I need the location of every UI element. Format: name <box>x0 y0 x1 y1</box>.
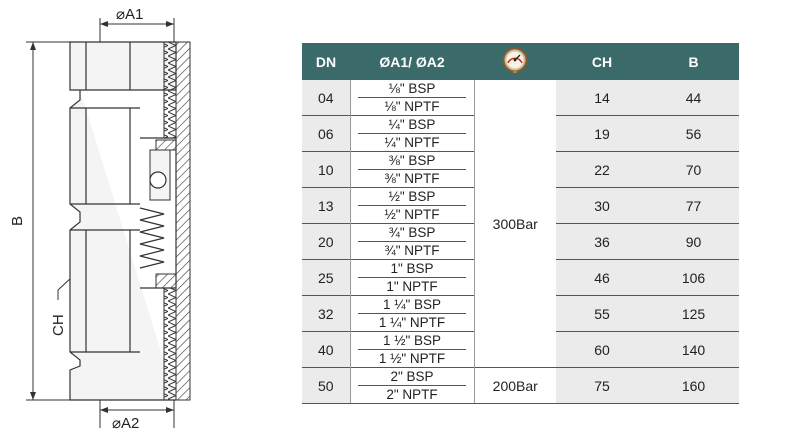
dim-b-label: B <box>9 215 26 226</box>
table-row <box>302 368 739 404</box>
cell-thread <box>350 332 474 368</box>
thread-bsp: 1 ¼" BSP <box>382 296 442 312</box>
thread-bsp: 2" BSP <box>390 368 434 384</box>
cell-ch: 60 <box>556 332 648 368</box>
cell-ch: 19 <box>556 116 648 152</box>
thread-bsp: ⅛" BSP <box>388 80 436 96</box>
header-b: B <box>688 53 699 70</box>
thread-bsp: 1" BSP <box>390 260 434 276</box>
cell-thread <box>350 80 474 116</box>
cell-ch: 30 <box>556 188 648 224</box>
valve-body <box>70 42 176 400</box>
cell-ch: 55 <box>556 296 648 332</box>
cell-thread <box>350 368 474 404</box>
thread-divider <box>358 277 466 278</box>
thread-divider <box>358 97 466 98</box>
cell-b: 70 <box>648 152 739 188</box>
header-dn: DN <box>315 53 337 70</box>
thread-bsp: ½" BSP <box>388 188 436 204</box>
cell-dn: 40 <box>302 332 350 368</box>
cell-dn: 13 <box>302 188 350 224</box>
thread-nptf: 1 ½" NPTF <box>378 350 446 366</box>
cell-ch: 46 <box>556 260 648 296</box>
cell-dn: 06 <box>302 116 350 152</box>
header-a1-a2: ØA1/ ØA2 <box>379 53 445 70</box>
dim-ch-label: CH <box>50 314 67 336</box>
cell-b: 90 <box>648 224 739 260</box>
cell-thread <box>350 260 474 296</box>
cell-b: 56 <box>648 116 739 152</box>
dim-a1-label: ⌀A1 <box>116 6 144 23</box>
spec-table <box>302 43 739 404</box>
cell-dn: 32 <box>302 296 350 332</box>
cell-b: 44 <box>648 80 739 116</box>
thread-nptf: ¾" NPTF <box>384 242 440 258</box>
cell-dn: 20 <box>302 224 350 260</box>
cell-pressure-main: 300Bar <box>474 80 556 368</box>
pressure-gauge-icon <box>502 47 528 76</box>
cell-b: 77 <box>648 188 739 224</box>
thread-divider <box>358 205 466 206</box>
thread-bsp: ¼" BSP <box>388 116 436 132</box>
thread-nptf: ¼" NPTF <box>384 134 440 150</box>
header-pressure <box>474 43 556 80</box>
thread-bsp: ⅜" BSP <box>388 152 436 168</box>
cell-dn: 10 <box>302 152 350 188</box>
cell-b: 160 <box>648 368 739 404</box>
cell-dn: 04 <box>302 80 350 116</box>
thread-nptf: ⅜" NPTF <box>384 170 440 186</box>
table-row <box>302 80 739 116</box>
thread-bsp: 1 ½" BSP <box>382 332 442 348</box>
cell-ch: 75 <box>556 368 648 404</box>
cell-dn: 25 <box>302 260 350 296</box>
dimension-b <box>9 42 70 400</box>
dimension-a1 <box>100 6 174 42</box>
cell-thread <box>350 188 474 224</box>
cell-ch: 14 <box>556 80 648 116</box>
thread-nptf: ½" NPTF <box>384 206 440 222</box>
thread-divider <box>358 169 466 170</box>
thread-nptf: ⅛" NPTF <box>384 98 440 114</box>
cell-b: 125 <box>648 296 739 332</box>
thread-bsp: ¾" BSP <box>388 224 436 240</box>
cell-ch: 22 <box>556 152 648 188</box>
dim-a2-label: ⌀A2 <box>112 415 140 432</box>
cell-thread <box>350 296 474 332</box>
cell-b: 106 <box>648 260 739 296</box>
thread-divider <box>358 241 466 242</box>
cell-thread <box>350 152 474 188</box>
cell-pressure-last: 200Bar <box>474 368 556 404</box>
spec-table-body <box>302 80 739 404</box>
cell-dn: 50 <box>302 368 350 404</box>
thread-divider <box>358 133 466 134</box>
cell-ch: 36 <box>556 224 648 260</box>
dimension-a2 <box>100 400 174 432</box>
valve-section-drawing <box>0 0 290 444</box>
thread-nptf: 1" NPTF <box>386 278 438 294</box>
thread-divider <box>358 385 466 386</box>
thread-nptf: 2" NPTF <box>386 386 438 402</box>
thread-nptf: 1 ¼" NPTF <box>378 314 446 330</box>
header-ch: CH <box>591 53 613 70</box>
table-header-row <box>302 43 739 80</box>
cell-b: 140 <box>648 332 739 368</box>
cell-thread <box>350 116 474 152</box>
cell-thread <box>350 224 474 260</box>
thread-divider <box>358 349 466 350</box>
thread-divider <box>358 313 466 314</box>
